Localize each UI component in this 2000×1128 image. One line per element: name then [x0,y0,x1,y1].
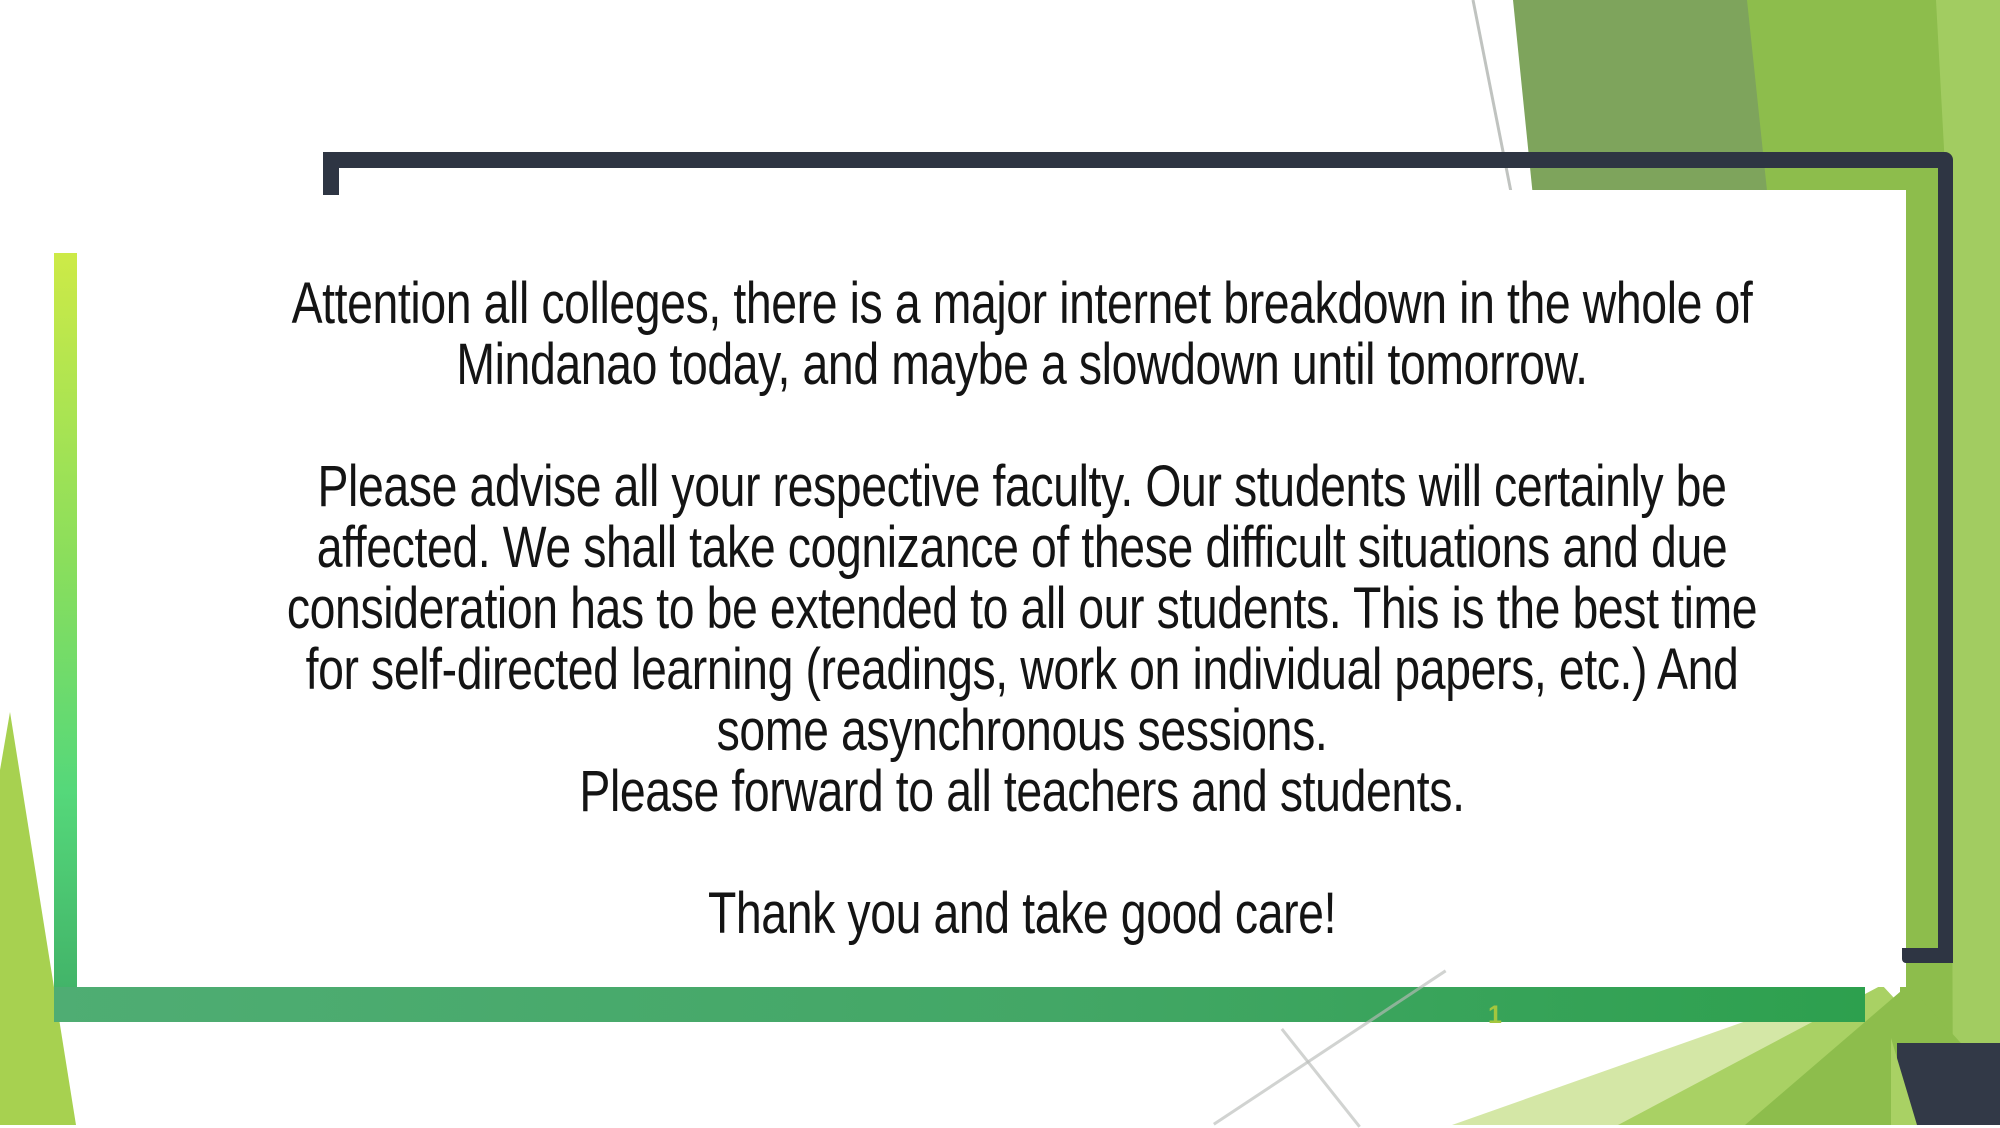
body-text-line: some asynchronous sessions. [716,698,1328,763]
frame-top-bar [323,152,1953,168]
body-text-line: Please forward to all teachers and students. [579,759,1465,824]
announcement-text [222,273,1822,944]
body-text-line [222,395,1822,456]
body-text-line: Please advise all your respective faculty. Our students will certainly be [317,454,1727,519]
body-text-line: affected. We shall take cognizance of these difficult situations and due [316,515,1728,580]
body-text-line [222,822,1822,883]
body-text-line: for self-directed learning (readings, work on individual papers, etc.) And [305,637,1739,702]
left-accent-bar [54,253,77,1022]
bottom-accent-bar [54,987,1865,1022]
body-text-line: consideration has to be extended to all our students. This is the best time [286,576,1758,641]
slide-page-number: 1 [1488,1001,1502,1029]
body-text-line: Mindanao today, and maybe a slowdown until tomorrow. [456,332,1588,397]
body-text-line: Thank you and take good care! [707,881,1337,946]
frame-right-bar [1938,160,1953,963]
body-text-line: Attention all colleges, there is a major internet breakdown in the whole of [291,271,1753,336]
frame-left-corner-stub [323,152,339,195]
frame-bottom-corner-foot [1902,948,1953,963]
